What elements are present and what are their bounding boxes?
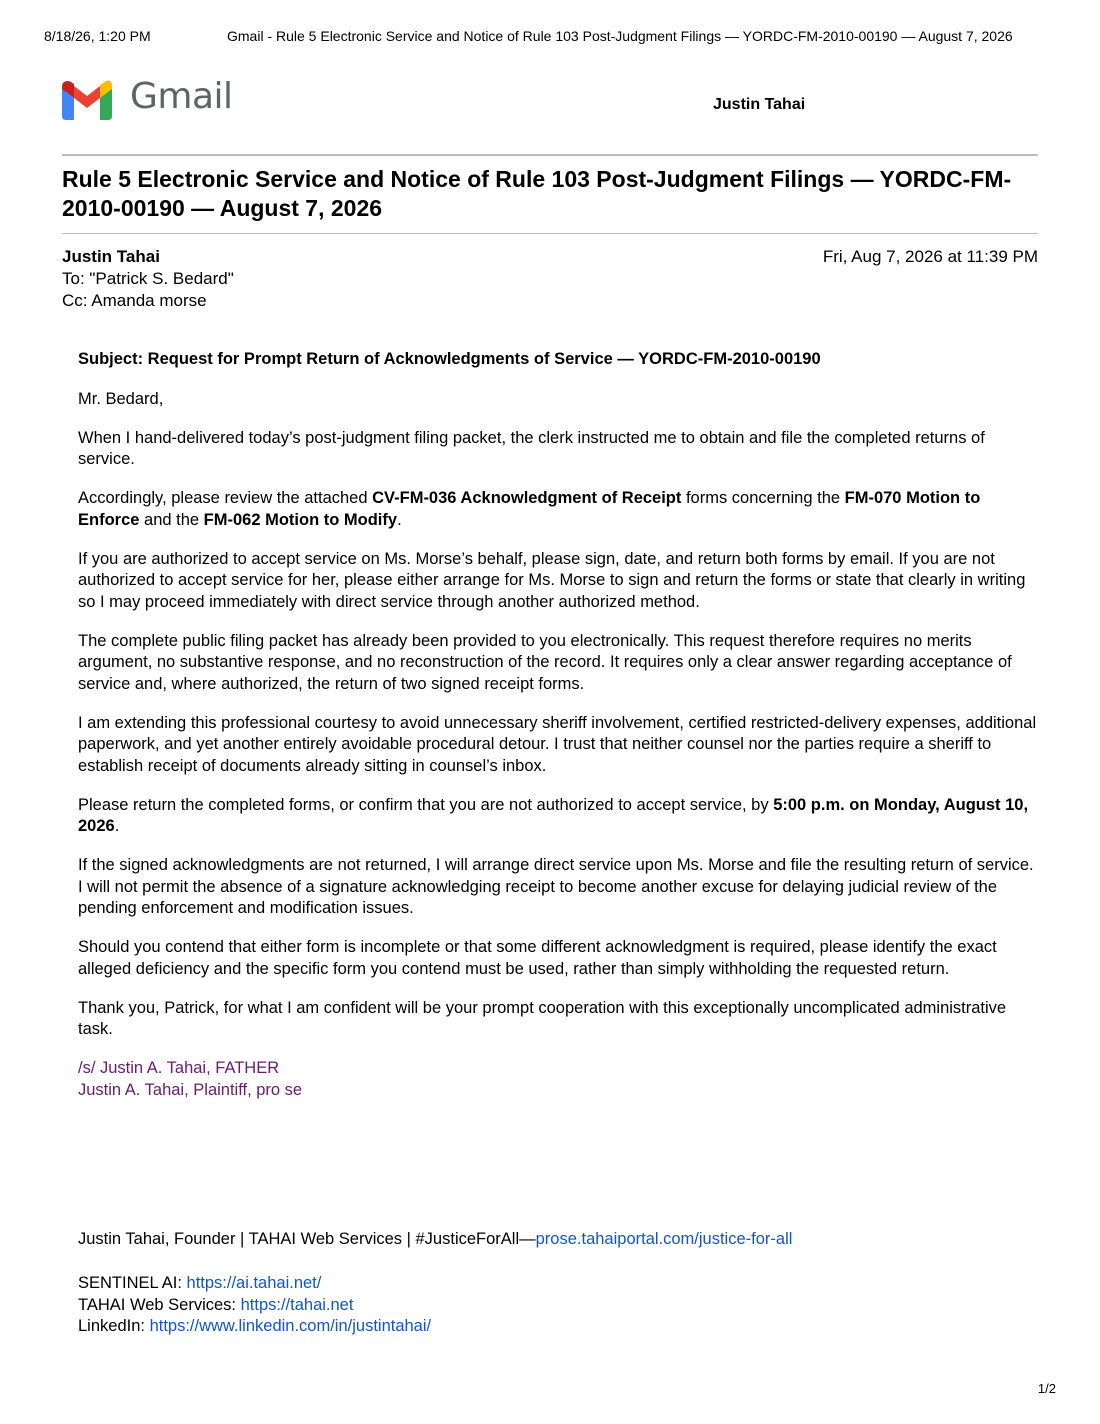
form-name-motion-modify: FM-062 Motion to Modify — [203, 510, 398, 529]
print-datetime: 8/18/26, 1:20 PM — [44, 28, 151, 44]
paragraph-8: Should you contend that either form is incomplete or that some different acknowledgment is required, please identify the exact alleged deficiency and the specific form you contend must be used, rather than simply withholding the requested return. — [78, 938, 997, 978]
subject-divider — [62, 233, 1038, 234]
linkedin-link[interactable]: https://www.linkedin.com/in/justintahai/ — [149, 1317, 432, 1335]
form-name-motion-enforce: FM-070 Motion to Enforce — [78, 489, 981, 529]
email-body — [78, 349, 1038, 1101]
gmail-header — [62, 76, 1038, 124]
print-page-title: Gmail - Rule 5 Electronic Service and Notice of Rule 103 Post-Judgment Filings — YORDC-FM-2010-00190 — August 7, 2026 — [227, 28, 1013, 44]
paragraph-3: If you are authorized to accept service on Ms. Morse’s behalf, please sign, date, and return both forms by email. If you are not authorized to accept service for her, please either arrange for Ms. Morse to sign and return the forms or state that clearly in writing so I may proceed immediately with direct service through another authorized method. — [78, 549, 1026, 611]
cc-recipients: Cc: Amanda morse — [62, 291, 207, 310]
paragraph-2: Accordingly, please review the attached CV-FM-036 Acknowledgment of Receipt forms concerning the FM-070 Motion to Enforce and the FM-062 Motion to Modify. — [78, 489, 981, 529]
to-recipients: To: "Patrick S. Bedard" — [62, 269, 234, 288]
tahai-row: TAHAI Web Services: https://tahai.net — [78, 1295, 354, 1314]
signature-line-1: /s/ Justin A. Tahai, FATHER — [78, 1059, 280, 1077]
justice-link[interactable]: prose.tahaiportal.com/justice-for-all — [535, 1230, 793, 1248]
sentinel-row: SENTINEL AI: https://ai.tahai.net/ — [78, 1274, 322, 1292]
salutation: Mr. Bedard, — [78, 389, 164, 408]
footer-links — [78, 1273, 1038, 1338]
paragraph-5: I am extending this professional courtesy to avoid unnecessary sheriff involvement, certified restricted-delivery expenses, additional paperwork, and yet another entirely avoidable procedural detour. I trust that neither counsel nor the parties require a sheriff to establish receipt of documents already sitting in counsel’s inbox. — [78, 713, 1037, 775]
email-subject: Rule 5 Electronic Service and Notice of Rule 103 Post-Judgment Filings — YORDC-FM-2010-00190 — August 7, 2026 — [62, 166, 1012, 221]
form-name-acknowledgment: CV-FM-036 Acknowledgment of Receipt — [372, 489, 682, 507]
paragraph-9: Thank you, Patrick, for what I am confident will be your prompt cooperation with this exceptionally uncomplicated administrative task. — [78, 998, 1007, 1038]
sentinel-link[interactable]: https://ai.tahai.net/ — [186, 1274, 322, 1292]
tahai-link[interactable]: https://tahai.net — [240, 1295, 354, 1314]
account-name: Justin Tahai — [713, 96, 806, 113]
gmail-m-icon — [62, 80, 112, 120]
gmail-wordmark: Gmail — [130, 76, 233, 117]
body-subject-line: Subject: Request for Prompt Return of Acknowledgments of Service — YORDC-FM-2010-00190 — [78, 350, 821, 368]
deadline: 5:00 p.m. on Monday, August 10, 2026 — [78, 795, 1029, 835]
paragraph-1: When I hand-delivered today’s post-judgment filing packet, the clerk instructed me to obtain and file the completed returns of service. — [78, 428, 985, 468]
sender-name: Justin Tahai — [62, 247, 160, 266]
paragraph-7: If the signed acknowledgments are not returned, I will arrange direct service upon Ms. Morse and file the resulting return of service. I will not permit the absence of a signature acknowledging receipt to become another excuse for delaying judicial review of the pending enforcement and modification issues. — [78, 856, 1034, 917]
print-header — [44, 28, 1056, 44]
header-divider — [62, 154, 1038, 156]
footer-tagline: Justin Tahai, Founder | TAHAI Web Services | #JusticeForAll—prose.tahaiportal.com/justice-for-all — [78, 1230, 793, 1248]
email-date: Fri, Aug 7, 2026 at 11:39 PM — [822, 247, 1038, 266]
email-meta — [62, 246, 1038, 312]
page-number: 1/2 — [1037, 1381, 1056, 1396]
linkedin-row: LinkedIn: https://www.linkedin.com/in/justintahai/ — [78, 1317, 432, 1335]
signature-line-2: Justin A. Tahai, Plaintiff, pro se — [78, 1080, 303, 1099]
paragraph-6: Please return the completed forms, or confirm that you are not authorized to accept service, by 5:00 p.m. on Monday, August 10, 2026. — [78, 795, 1029, 835]
paragraph-4: The complete public filing packet has already been provided to you electronically. This request therefore requires no merits argument, no substantive response, and no reconstruction of the record. It requires only a clear answer regarding acceptance of service and, where authorized, the return of two signed receipt forms. — [78, 631, 1012, 693]
